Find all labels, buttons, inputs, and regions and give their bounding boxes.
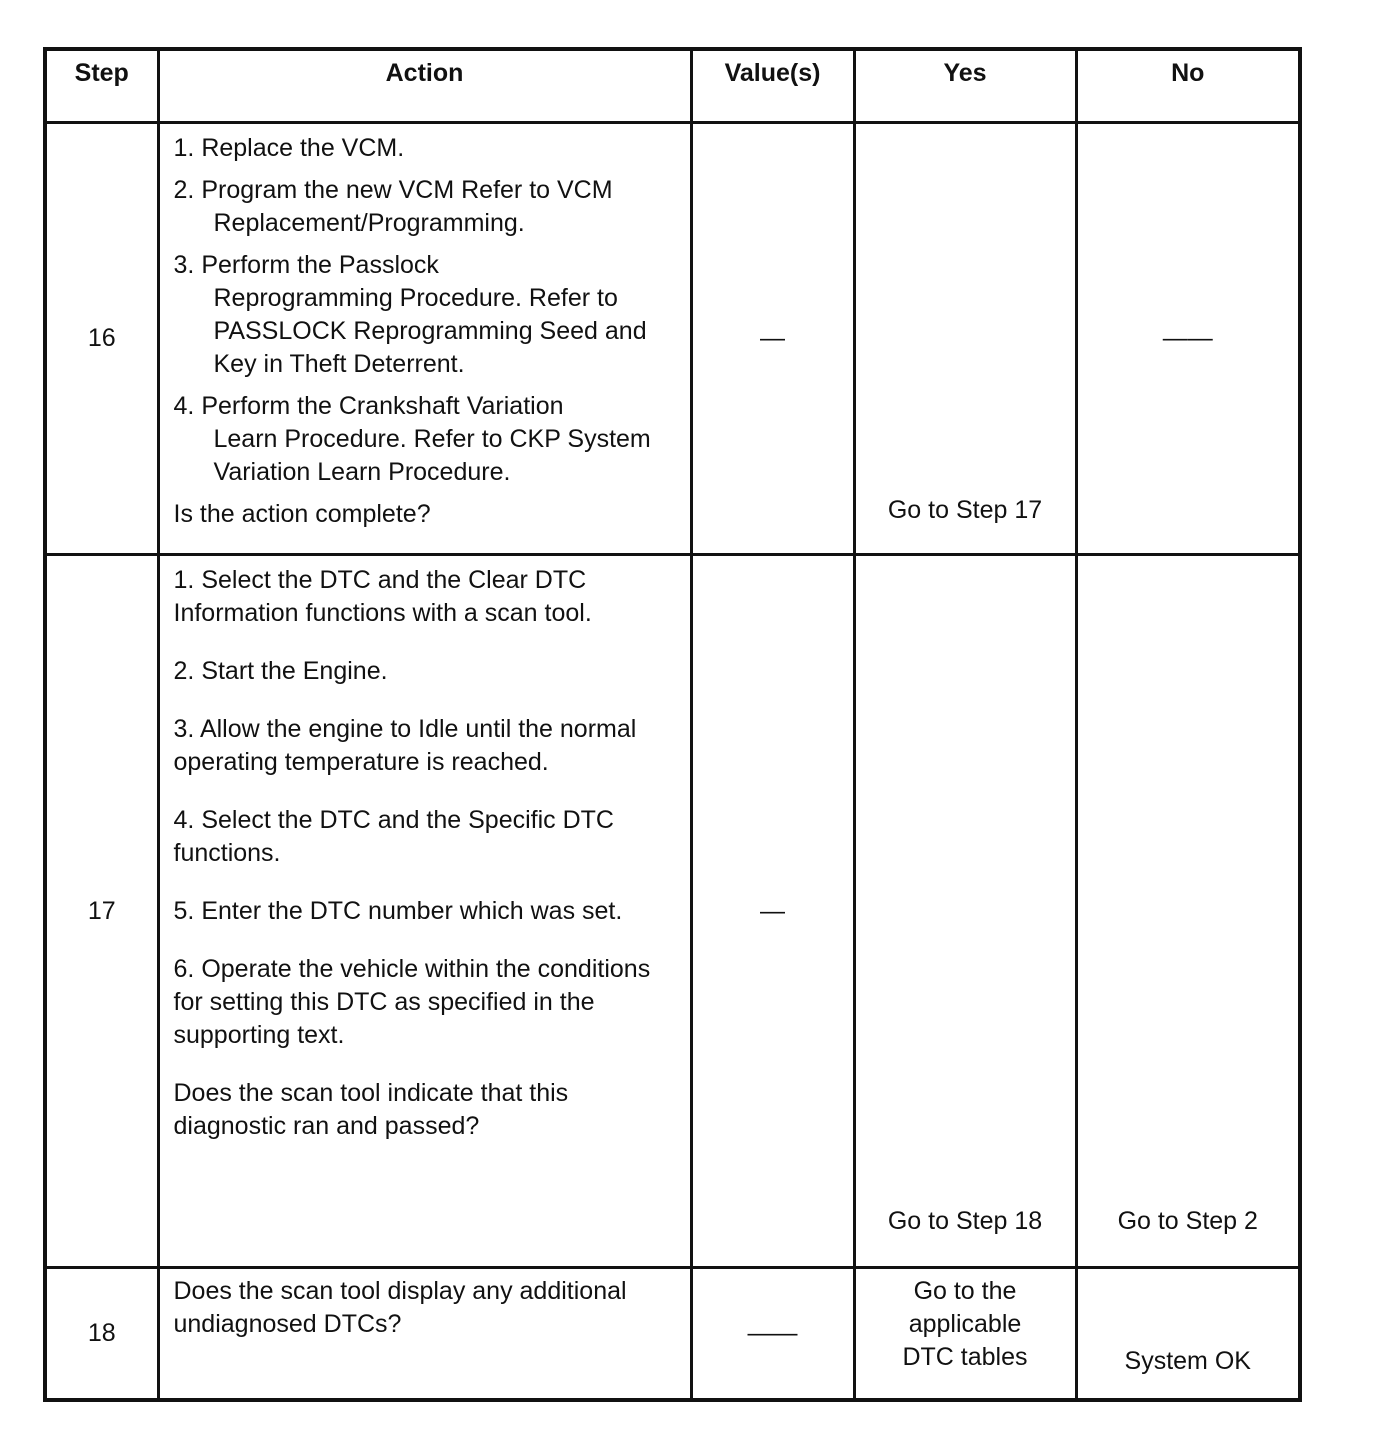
header-no: No <box>1076 49 1300 123</box>
action-item <box>174 564 680 630</box>
yes-cell <box>854 555 1076 1268</box>
action-item-number: 1. <box>173 566 195 594</box>
no-result: System OK <box>1124 1346 1251 1375</box>
action-item-continuation: Reprogramming Procedure. Refer to PASSLOCK Reprogramming Seed and Key in Theft Deterrent. <box>213 284 647 378</box>
diagnostic-table <box>43 47 1302 1402</box>
action-item <box>174 249 680 381</box>
action-question: Does the scan tool display any additional undiagnosed DTCs? <box>173 1277 627 1338</box>
value-cell: —— <box>691 1268 854 1400</box>
no-cell <box>1076 1268 1300 1400</box>
header-values: Value(s) <box>691 49 854 123</box>
action-item-text: Perform the Passlock <box>201 251 439 279</box>
action-item-text: Program the new VCM Refer to VCM <box>201 176 613 204</box>
action-item <box>174 655 680 688</box>
yes-result: Go to the applicable DTC tables <box>902 1277 1028 1371</box>
action-item <box>174 953 680 1052</box>
action-item-text: Replace the VCM. <box>201 134 405 162</box>
header-row <box>45 49 1300 123</box>
step-number: 17 <box>45 555 158 1268</box>
action-question: Does the scan tool indicate that this diagnostic ran and passed? <box>173 1079 569 1140</box>
action-item-number: 5. <box>173 897 195 925</box>
action-item <box>174 804 680 870</box>
action-item <box>174 132 680 165</box>
action-item-text: Allow the engine to Idle until the normal operating temperature is reached. <box>173 715 637 776</box>
yes-result: Go to Step 18 <box>887 1207 1043 1235</box>
value-cell: — <box>691 123 854 555</box>
action-item-text: Start the Engine. <box>201 657 388 685</box>
header-yes: Yes <box>854 49 1076 123</box>
action-item-continuation: Learn Procedure. Refer to CKP System Variation Learn Procedure. <box>213 425 651 486</box>
no-cell <box>1076 555 1300 1268</box>
action-item <box>174 174 680 240</box>
action-item <box>174 390 680 489</box>
no-result: Go to Step 2 <box>1117 1207 1258 1235</box>
action-cell <box>158 1268 691 1400</box>
action-item-text: Enter the DTC number which was set. <box>201 897 623 925</box>
step-number: 16 <box>45 123 158 555</box>
table-row-step-17 <box>45 555 1300 1268</box>
yes-cell <box>854 1268 1076 1400</box>
action-item-number: 4. <box>173 806 195 834</box>
action-item-text: Select the DTC and the Specific DTC functions. <box>173 806 614 867</box>
action-cell <box>158 555 691 1268</box>
yes-cell <box>854 123 1076 555</box>
value-cell: — <box>691 555 854 1268</box>
action-item-text: Select the DTC and the Clear DTC Information functions with a scan tool. <box>173 566 592 627</box>
action-item-text: Perform the Crankshaft Variation <box>201 392 564 420</box>
action-cell <box>158 123 691 555</box>
header-action: Action <box>158 49 691 123</box>
header-step: Step <box>45 49 158 123</box>
action-question: Is the action complete? <box>173 500 431 528</box>
action-item-number: 6. <box>173 955 195 983</box>
yes-result: Go to Step 17 <box>887 496 1043 524</box>
action-item <box>174 713 680 779</box>
action-item <box>174 895 680 928</box>
action-item-number: 2. <box>173 657 195 685</box>
no-cell <box>1076 123 1300 555</box>
action-item-text: Operate the vehicle within the conditions for setting this DTC as specified in the supporting text. <box>173 955 651 1049</box>
action-item-number: 4. <box>173 392 195 420</box>
table-row-step-18 <box>45 1268 1300 1400</box>
step-number: 18 <box>45 1268 158 1400</box>
action-item-number: 1. <box>173 134 195 162</box>
action-item-number: 3. <box>173 251 195 279</box>
action-item-number: 3. <box>173 715 195 743</box>
action-item-continuation: Replacement/Programming. <box>213 209 525 237</box>
action-item-number: 2. <box>173 176 195 204</box>
no-result: —— <box>1162 324 1213 352</box>
table-row-step-16 <box>45 123 1300 555</box>
